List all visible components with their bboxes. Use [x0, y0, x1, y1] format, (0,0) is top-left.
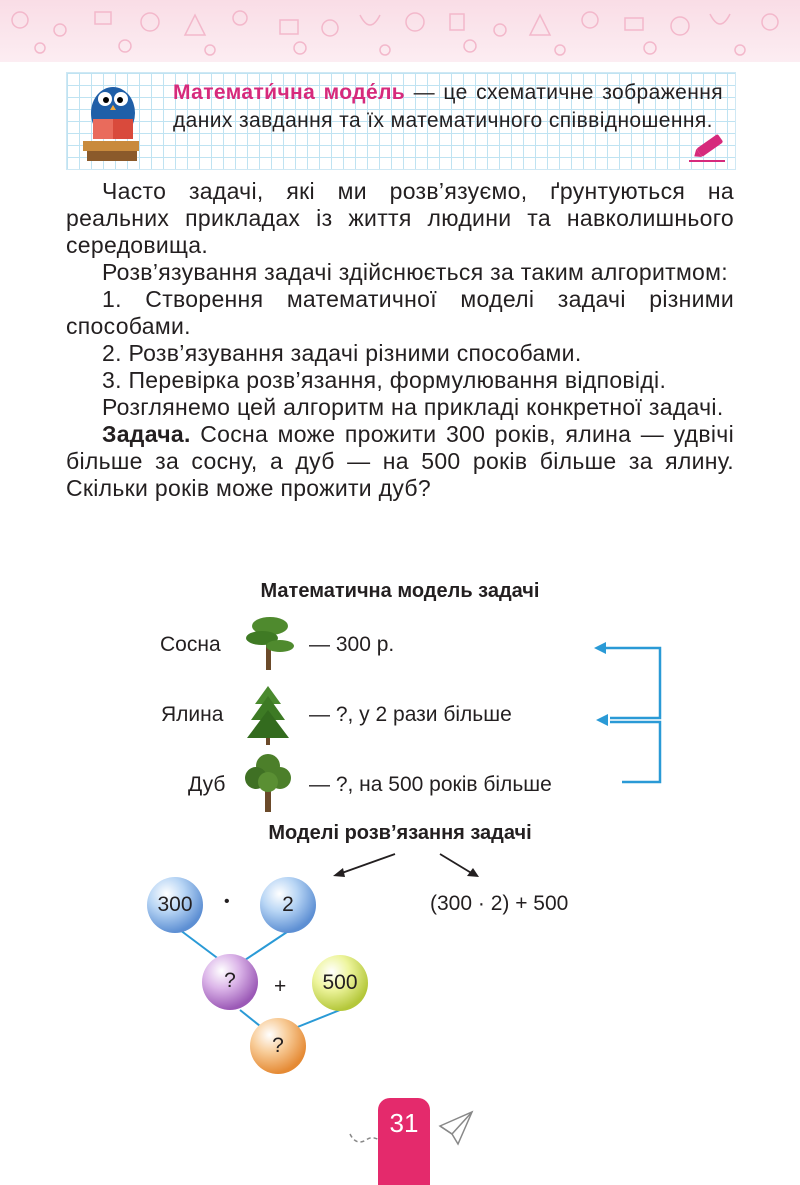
oak-tree-icon — [242, 752, 294, 814]
lesson-text — [66, 178, 734, 502]
arrowhead-icon — [594, 642, 606, 654]
algorithm-step: 2. Розв’язування задачі різними способами. — [102, 340, 582, 366]
paragraph: Часто задачі, які ми розв’язуємо, ґрунтуються на реальних прикладах із життя людини та навколишнього середовища. — [66, 178, 734, 258]
model-heading: Математична модель задачі — [260, 580, 540, 602]
highlighter-icon — [689, 129, 729, 163]
paragraph: Розглянемо цей алгоритм на прикладі конкретної задачі. — [102, 394, 724, 420]
oak-value: — ?, на 500 років більше — [309, 773, 552, 796]
tree-name-oak: Дуб — [188, 773, 226, 796]
spruce-tree-icon — [245, 684, 291, 746]
arrowhead-icon — [596, 714, 608, 726]
task-text: Сосна може прожити 300 років, ялина — удвічі більше за сосну, а дуб — на 500 років більше за ялину. Скільки років може прожити дуб? — [66, 421, 734, 501]
ball-2-label: 2 — [282, 893, 294, 916]
algorithm-step: 3. Перевірка розв’язання, формулювання відповіді. — [102, 367, 667, 393]
arrow-spruce-to-pine — [598, 648, 660, 718]
pine-tree-icon — [242, 612, 298, 672]
ball-product-label: ? — [224, 969, 236, 992]
pine-value: — 300 р. — [309, 633, 395, 656]
ball-500-label: 500 — [322, 971, 358, 994]
owl-reading-icon — [69, 75, 161, 167]
spruce-value: — ?, у 2 рази більше — [309, 703, 512, 726]
plus-sign: + — [274, 975, 287, 998]
multiply-sign: • — [224, 893, 230, 910]
task-label: Задача. — [102, 421, 191, 447]
tree-name-spruce: Ялина — [161, 703, 224, 726]
task-paragraph — [66, 421, 734, 502]
page-number: 31 — [389, 1108, 419, 1138]
paragraph: Розв’язування задачі здійснюється за таким алгоритмом: — [102, 259, 728, 285]
ball-300-label: 300 — [157, 893, 193, 916]
definition-term: Математи́чна моде́ль — [173, 81, 406, 104]
algorithm-step: 1. Створення математичної моделі задачі різними способами. — [66, 286, 734, 339]
doodle-pattern — [0, 0, 800, 62]
definition-body: — це схематичне зображення даних завдання та їх математичного співвідношення. — [173, 81, 723, 132]
page-number-tab — [378, 1098, 430, 1185]
connector-line — [245, 930, 290, 960]
solution-expression: (300 · 2) + 500 — [430, 892, 569, 915]
solution-heading: Моделі розв’язання задачі — [268, 822, 532, 844]
connector-line — [180, 930, 220, 960]
ball-result-label: ? — [272, 1034, 284, 1057]
arrow-oak-to-spruce — [610, 722, 660, 782]
relation-arrows — [590, 636, 670, 786]
tree-name-pine: Сосна — [160, 633, 221, 656]
decorative-header-band — [0, 0, 800, 62]
definition-text — [173, 79, 723, 135]
definition-box — [66, 72, 736, 170]
